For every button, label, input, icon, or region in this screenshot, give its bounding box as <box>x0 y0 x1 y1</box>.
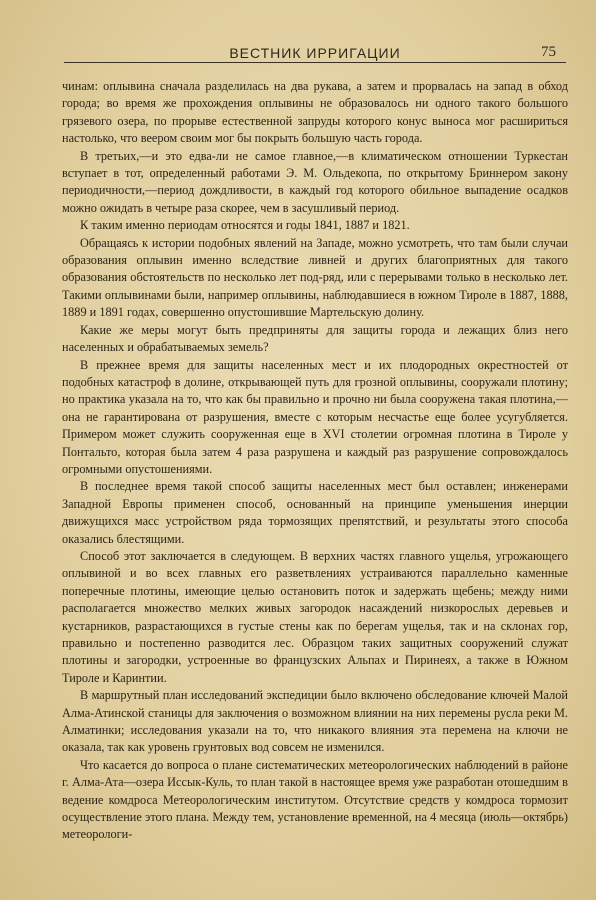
paragraph: В маршрутный план исследований экспедиции было включено обследование ключей Малой Алма-Атинской станицы для заключения о возможном влиянии на них перемены русла реки М. Алматинки; исследования указали на то, что никакого влияния эта перемена на ключи не оказала, так как уровень грунтовых вод совсем не изменился. <box>62 688 568 755</box>
body-text <box>62 78 568 844</box>
paragraph: В третьих,—и это едва-ли не самое главное,—в климатическом отношении Туркестан вступает в тот, определенный работами Э. М. Ольдекопа, по открытому Бриннером закону периодичности,—период дождливости, в каждый год которого обильное выпадение осадков можно ожидать в четыре раза скорее, чем в засушливый период. <box>62 148 568 215</box>
running-header <box>64 36 566 63</box>
paragraph: чинам: оплывина сначала разделилась на два рукава, а затем и прорвалась на запад в обход города; во время же прохождения оплывины не образовалось ни одного такого большого грязевого озера, по прорыве естественной запруды которого конус выноса мог расшириться настолько, что веером своим мог бы покрыть большую часть города. <box>62 79 568 146</box>
paragraph: Способ этот заключается в следующем. В верхних частях главного ущелья, угрожающего оплывиной и во всех главных его разветвлениях устраиваются параллельно каменные поперечные плотины, имеющие целью остановить поток и задержать щебень; между ними располагается множество мелких живых загородок насаждений низкорослых деревьев и кустарников, разрастающихся в густые стены как по берегам ущелья, так и на склонах гор, правильно и постепенно разводится лес. Образцом таких защитных сооружений служат плотины и загородки, устроенные во французских Альпах и Пиринеях, а также в Южном Тироле и Каринтии. <box>62 548 568 685</box>
paragraph: В прежнее время для защиты населенных мест и их плодородных окрестностей от подобных катастроф в долине, открывающей путь для грозной оплывины, сооружали плотину; но практика указала на то, что как бы правильно и прочно ни была сооружена такая плотина,—она не гарантирована от разрушения, вместе с которым несчастье еще более усугубляется. Примером может служить сооруженная еще в XVI столетии огромная плотина в Тироле у Понтальто, которая была затем 4 раза разрушена и каждый раз разрушение сопровождалось огромными опустошениями. <box>62 357 568 476</box>
paragraph: К таким именно периодам относятся и годы 1841, 1887 и 1821. <box>80 218 410 233</box>
paragraph: В последнее время такой способ защиты населенных мест был оставлен; инженерами Западной Европы применен способ, основанный на принципе уменьшения инерции движущихся масс устройством ряда тормозящих препятствий, и результаты этого способа оказались блестящими. <box>62 479 568 546</box>
paragraph: Обращаясь к истории подобных явлений на Западе, можно усмотреть, что там были случаи образования оплывин именно вследствие ливней и других благоприятных для такого образования обстоятельств по несколько лет под-ряд, или с перерывами только в несколько лет. Такими оплывинами были, например оплывины, наблюдавшиеся в южном Тироле в 1887, 1888, 1889 и 1891 годах, совершенно опустошившие Мартельскую долину. <box>62 235 568 320</box>
paragraph: Какие же меры могут быть предприняты для защиты города и лежащих близ него населенных и обрабатываемых земель? <box>62 322 568 355</box>
journal-title: ВЕСТНИК ИРРИГАЦИИ <box>229 45 401 61</box>
page-number: 75 <box>541 44 556 60</box>
paragraph: Что касается до вопроса о плане систематических метеорологических наблюдений в районе г. Алма-Ата—озера Иссык-Куль, то план такой в настоящее время уже разработан отошедшим в ведение комдроса Метеорологическим институтом. Отсутствие средств у комдроса тормозит осуществление этого плана. Между тем, установление временной, на 4 месяца (июль—октябрь) метеорологи- <box>62 757 568 842</box>
